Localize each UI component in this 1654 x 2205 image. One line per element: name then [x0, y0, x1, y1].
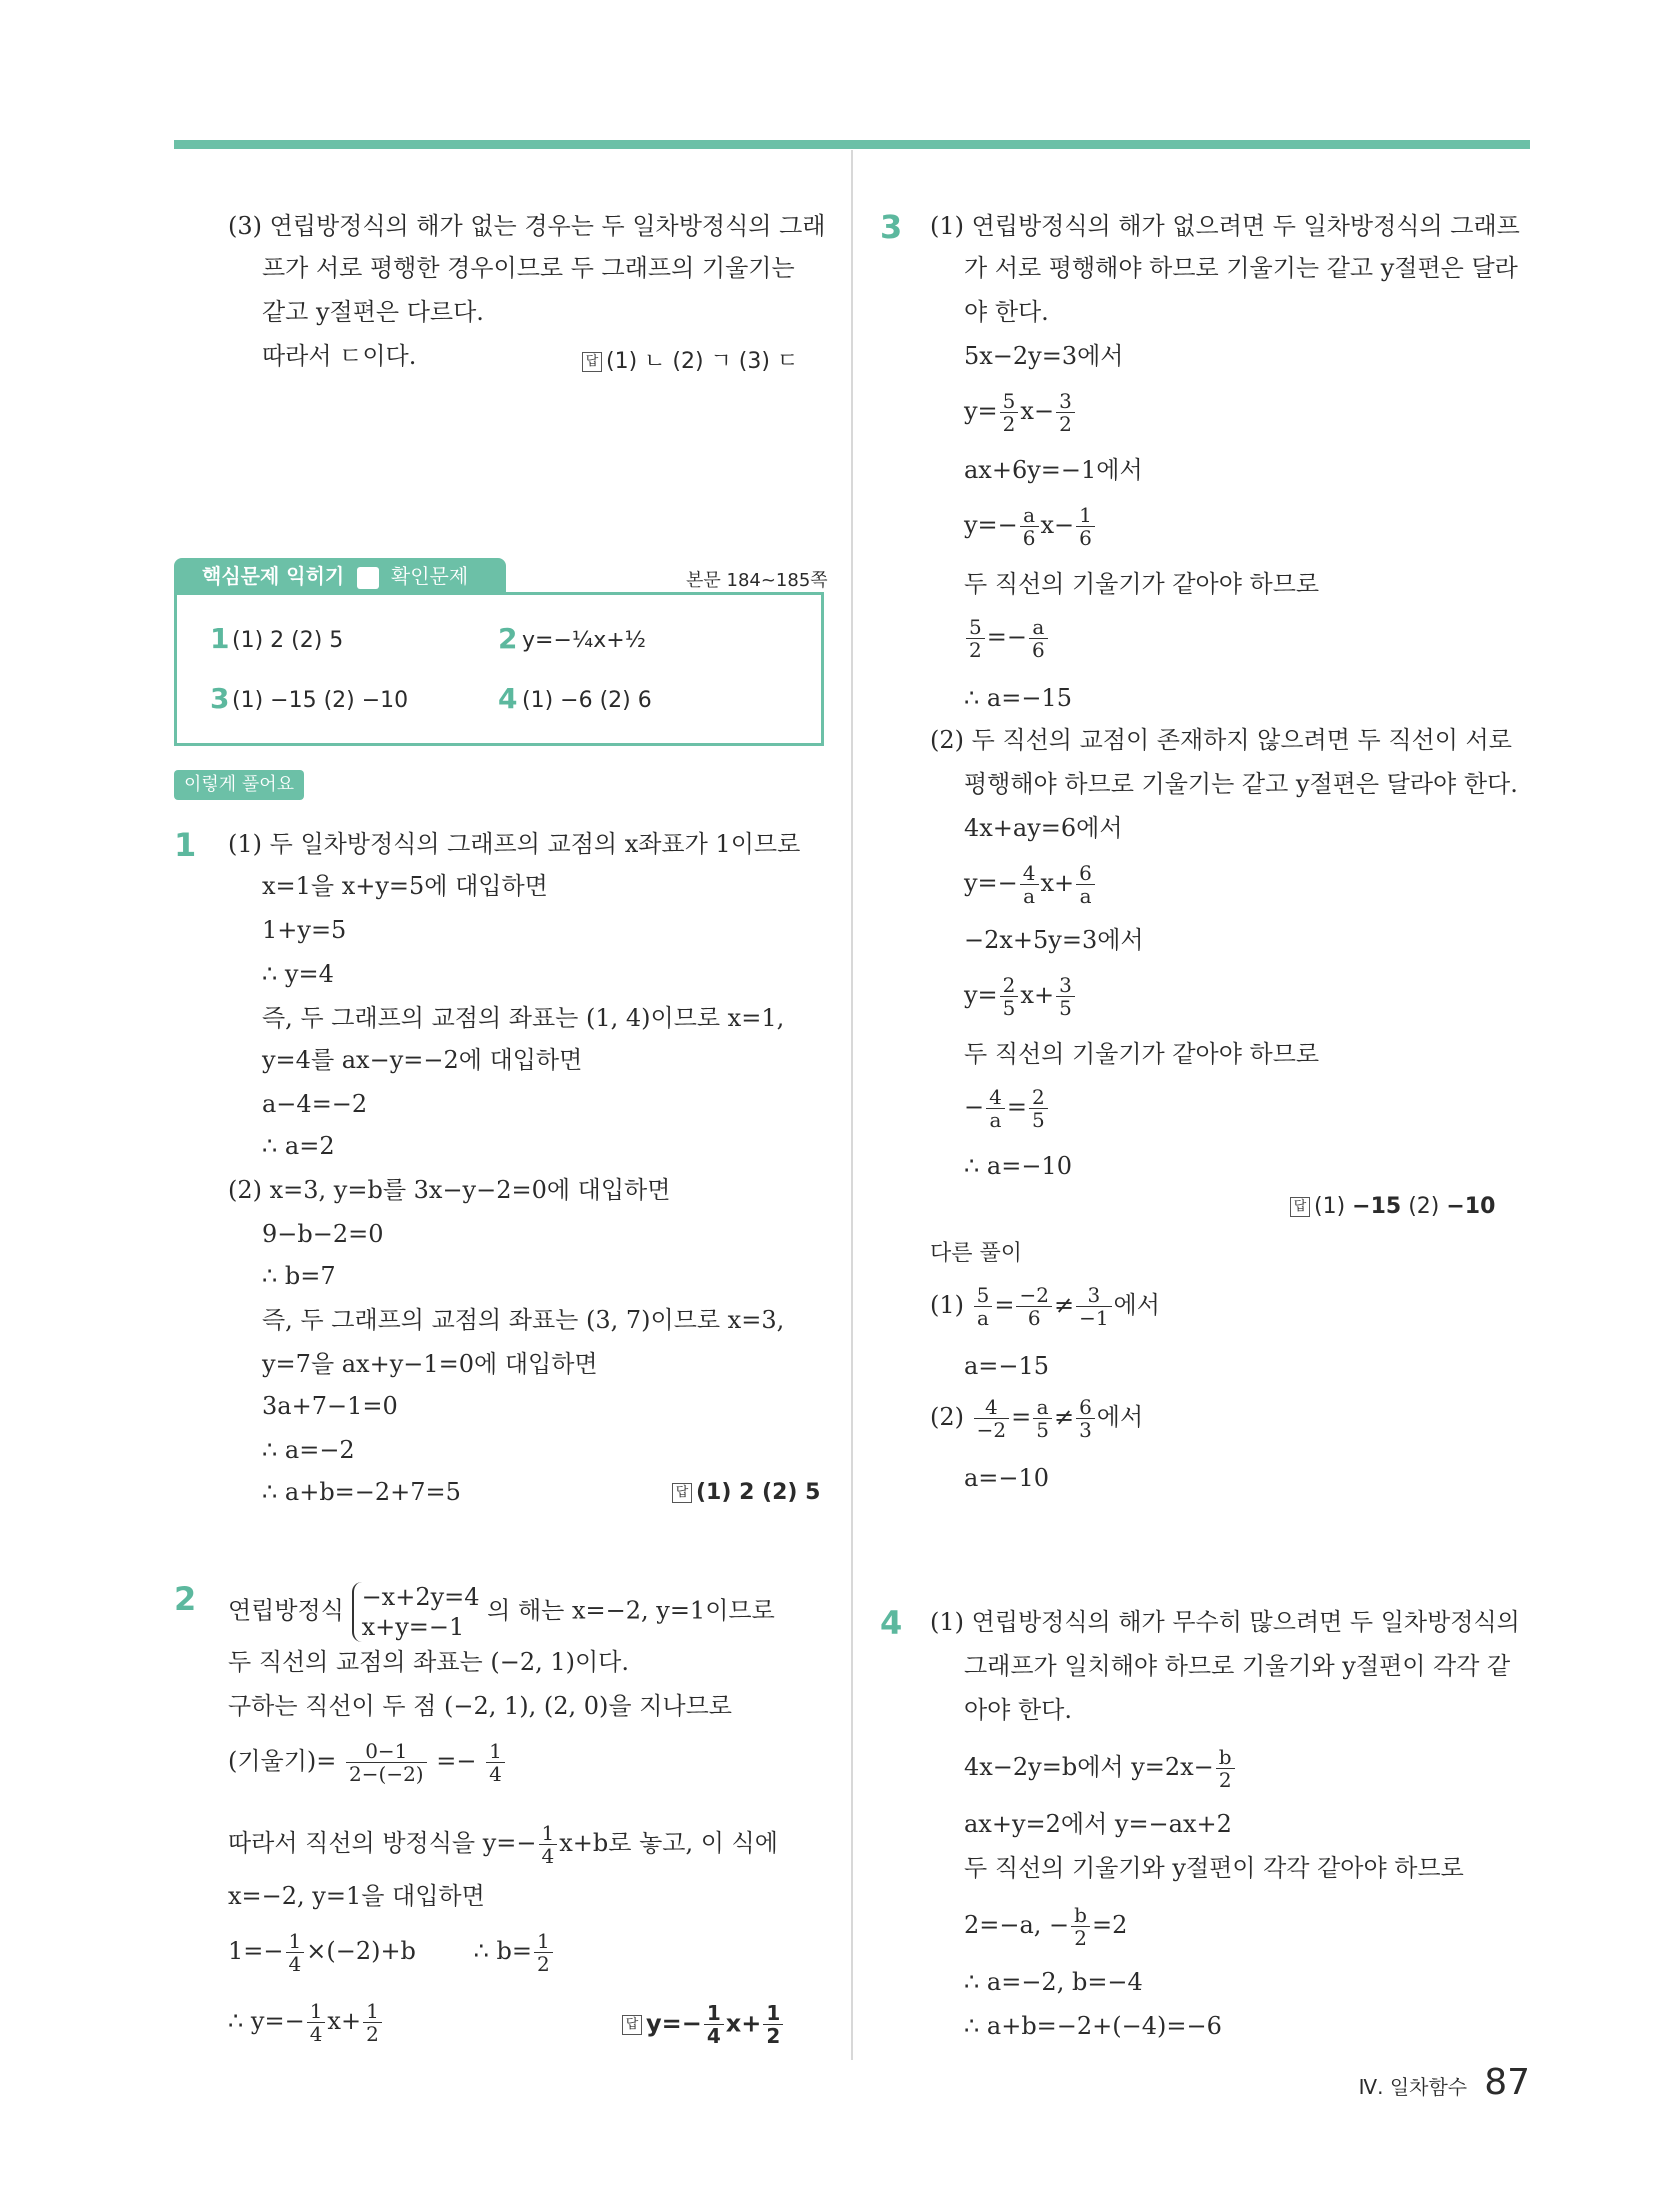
- q3-eq: y=− $\frac{4}{a}$ x+ $\frac{6}{a}$: [964, 862, 1097, 907]
- fraction: $\frac{3}{5}$: [1056, 974, 1075, 1019]
- fraction: $\frac{a}{6}$: [1020, 504, 1039, 549]
- q3-eq: y=− $\frac{a}{6}$ x− $\frac{1}{6}$: [964, 504, 1097, 549]
- p3-line: 같고 y절편은 다르다.: [262, 298, 484, 326]
- q4-line: 그래프가 일치해야 하므로 기울기와 y절편이 각각 같: [964, 1652, 1511, 1680]
- fraction: $\frac{a}{5}$: [1033, 1396, 1052, 1441]
- q3-line: 두 직선의 기울기가 같아야 하므로: [964, 1040, 1320, 1068]
- summary-num: 2: [498, 622, 518, 655]
- fraction: $\frac{-2}{6}$: [1016, 1284, 1051, 1329]
- fraction: $\frac{1}{2}$: [763, 2002, 783, 2047]
- q4-line: 2=−a, − $\frac{b}{2}$ =2: [964, 1903, 1128, 1950]
- q2-line: 따라서 직선의 방정식을 y=− $\frac{1}{4}$ x+b로 놓고, 이 식에: [228, 1821, 778, 1868]
- answer-icon: 답: [672, 1483, 692, 1503]
- q2-intro: 연립방정식 −x+2y=4 x+y=−1 의 해는 x=−2, y=1이므로: [228, 1583, 775, 1641]
- fraction: $\frac{2}{5}$: [1000, 974, 1019, 1019]
- fraction: $\frac{6}{a}$: [1076, 862, 1095, 907]
- alt-solution-label: 다른 풀이: [930, 1241, 1023, 1266]
- q1-line: ∴ a+b=−2+7=5: [262, 1478, 461, 1506]
- q1-answer: 답 (1) 2 (2) 5: [672, 1480, 820, 1505]
- q3-line: 두 직선의 기울기가 같아야 하므로: [964, 570, 1320, 598]
- fraction: $\frac{6}{3}$: [1076, 1396, 1095, 1441]
- column-divider: [851, 150, 853, 2060]
- q3-eq: − $\frac{4}{a}$ = $\frac{2}{5}$: [964, 1086, 1050, 1131]
- q1-line: ∴ b=7: [262, 1262, 336, 1290]
- summary-badge: 확인문제: [390, 564, 469, 588]
- q2-line: 두 직선의 교점의 좌표는 (−2, 1)이다.: [228, 1648, 629, 1676]
- q3-line: ∴ a=−15: [964, 684, 1072, 712]
- fraction: $\frac{2}{5}$: [1029, 1086, 1048, 1131]
- q1-line: x=1을 x+y=5에 대입하면: [262, 872, 548, 900]
- answer-icon: 답: [1290, 1197, 1310, 1217]
- q4-line: 4x−2y=b에서 y=2x− $\frac{b}{2}$: [964, 1746, 1237, 1791]
- q1-line: a−4=−2: [262, 1090, 368, 1118]
- q1-line: ∴ a=−2: [262, 1436, 355, 1464]
- q2-line: x=−2, y=1을 대입하면: [228, 1882, 485, 1910]
- q4-line: 아야 한다.: [964, 1696, 1072, 1724]
- q1-line: 3a+7−1=0: [262, 1392, 398, 1420]
- q3-number: 3: [880, 208, 903, 246]
- fraction: $\frac{5}{a}$: [974, 1284, 993, 1329]
- summary-num: 3: [210, 682, 230, 715]
- p3-answer: 답 (1) ㄴ (2) ㄱ (3) ㄷ: [582, 344, 798, 375]
- fraction: $\frac{a}{6}$: [1029, 616, 1048, 661]
- q1-line: ∴ a=2: [262, 1132, 335, 1160]
- alt1: (1) $\frac{5}{a}$ = $\frac{-2}{6}$ ≠ $\frac{3}{-1}$ 에서: [930, 1283, 1160, 1330]
- fraction: $\frac{0-1}{2-(-2)}$: [346, 1740, 427, 1785]
- p3-line: 프가 서로 평행한 경우이므로 두 그래프의 기울기는: [262, 254, 795, 282]
- summary-ref: 본문 184~185쪽: [686, 570, 828, 591]
- q3-line: 가 서로 평행해야 하므로 기울기는 같고 y절편은 달라: [964, 254, 1518, 282]
- summary-tab: [174, 558, 506, 594]
- q4-line: ∴ a=−2, b=−4: [964, 1968, 1143, 1996]
- q4-line: ax+y=2에서 y=−ax+2: [964, 1810, 1232, 1838]
- q1-line: 즉, 두 그래프의 교점의 좌표는 (3, 7)이므로 x=3,: [262, 1306, 785, 1334]
- summary-a3: (1) −15 (2) −10: [232, 688, 409, 713]
- q3-line: (1) 연립방정식의 해가 없으려면 두 일차방정식의 그래프: [930, 212, 1520, 240]
- q2-line: ∴ y=− $\frac{1}{4}$ x+ $\frac{1}{2}$: [228, 2000, 384, 2045]
- fraction: $\frac{1}{6}$: [1076, 504, 1095, 549]
- summary-a4: (1) −6 (2) 6: [522, 688, 652, 713]
- fraction: $\frac{1}{4}$: [307, 2000, 326, 2045]
- q1-line: y=4를 ax−y=−2에 대입하면: [262, 1046, 583, 1074]
- q3-line: 5x−2y=3에서: [964, 342, 1124, 370]
- key-icon: [357, 567, 379, 589]
- chapter-label: Ⅳ. 일차함수: [1358, 2075, 1468, 2099]
- q1-line: (2) x=3, y=b를 3x−y−2=0에 대입하면: [228, 1176, 671, 1204]
- q3-line: ax+6y=−1에서: [964, 456, 1143, 484]
- q3-line: 야 한다.: [964, 298, 1049, 326]
- q1-line: 9−b−2=0: [262, 1220, 384, 1248]
- fraction: $\frac{1}{4}$: [704, 2002, 724, 2047]
- summary-title: 핵심문제 익히기: [202, 564, 345, 588]
- alt2-result: a=−10: [964, 1464, 1050, 1492]
- q4-line: 두 직선의 기울기와 y절편이 각각 같아야 하므로: [964, 1854, 1464, 1882]
- fraction: $\frac{4}{a}$: [1020, 862, 1039, 907]
- q2-answer: 답 y=− $\frac{1}{4}$ x+ $\frac{1}{2}$: [622, 2002, 785, 2047]
- q2-slope: (기울기)= $\frac{0-1}{2-(-2)}$ =− $\frac{1}{4}$: [228, 1740, 507, 1785]
- alt2: (2) $\frac{4}{-2}$ = $\frac{a}{5}$ ≠ $\frac{6}{3}$ 에서: [930, 1395, 1144, 1442]
- fraction: $\frac{5}{2}$: [966, 616, 985, 661]
- q2-line: 1=− $\frac{1}{4}$ ×(−2)+b ∴ b= $\frac{1}{2}$: [228, 1930, 555, 1975]
- summary-a2: y=−¼x+½: [522, 628, 646, 653]
- q3-eq: y= $\frac{2}{5}$ x+ $\frac{3}{5}$: [964, 974, 1077, 1019]
- q4-line: ∴ a+b=−2+(−4)=−6: [964, 2012, 1222, 2040]
- q1-line: ∴ y=4: [262, 960, 334, 988]
- fraction: $\frac{1}{2}$: [363, 2000, 382, 2045]
- q3-line: (2) 두 직선의 교점이 존재하지 않으려면 두 직선이 서로: [930, 726, 1512, 754]
- q1-line: 1+y=5: [262, 916, 347, 944]
- answer-icon: 답: [622, 2015, 642, 2035]
- alt1-result: a=−15: [964, 1352, 1050, 1380]
- q2-line: 구하는 직선이 두 점 (−2, 1), (2, 0)을 지나므로: [228, 1692, 732, 1720]
- page-footer: [1359, 2062, 1530, 2103]
- fraction: $\frac{1}{4}$: [486, 1740, 505, 1785]
- fraction: $\frac{1}{4}$: [286, 1930, 305, 1975]
- q1-line: y=7을 ax+y−1=0에 대입하면: [262, 1350, 598, 1378]
- fraction: $\frac{b}{2}$: [1216, 1746, 1235, 1791]
- q3-answer: 답 (1) −15 (2) −10: [1290, 1194, 1495, 1219]
- fraction: $\frac{5}{2}$: [1000, 390, 1019, 435]
- q1-number: 1: [174, 826, 197, 864]
- equation-system: −x+2y=4 x+y=−1: [352, 1582, 480, 1642]
- q3-eq: y= $\frac{5}{2}$ x− $\frac{3}{2}$: [964, 390, 1077, 435]
- q3-line: ∴ a=−10: [964, 1152, 1072, 1180]
- answer-icon: 답: [582, 352, 602, 372]
- q2-number: 2: [174, 1580, 197, 1618]
- fraction: $\frac{b}{2}$: [1071, 1904, 1090, 1949]
- solution-tag: 이렇게 풀어요: [174, 770, 304, 800]
- top-accent-bar: [174, 140, 1530, 149]
- summary-num: 1: [210, 622, 230, 655]
- fraction: $\frac{1}{2}$: [534, 1930, 553, 1975]
- page-number: 87: [1484, 2062, 1530, 2103]
- q3-line: 평행해야 하므로 기울기는 같고 y절편은 달라야 한다.: [964, 770, 1518, 798]
- p3-line: 따라서 ㄷ이다.: [262, 342, 417, 370]
- p3-line: (3) 연립방정식의 해가 없는 경우는 두 일차방정식의 그래: [228, 212, 826, 240]
- fraction: $\frac{1}{4}$: [539, 1822, 558, 1867]
- summary-a1: (1) 2 (2) 5: [232, 628, 344, 653]
- q3-line: 4x+ay=6에서: [964, 814, 1123, 842]
- q1-line: (1) 두 일차방정식의 그래프의 교점의 x좌표가 1이므로: [228, 830, 801, 858]
- q3-eq: $\frac{5}{2}$ =− $\frac{a}{6}$: [964, 616, 1050, 661]
- q3-line: −2x+5y=3에서: [964, 926, 1144, 954]
- fraction: $\frac{4}{-2}$: [974, 1396, 1009, 1441]
- q4-line: (1) 연립방정식의 해가 무수히 많으려면 두 일차방정식의: [930, 1608, 1520, 1636]
- fraction: $\frac{3}{-1}$: [1076, 1284, 1111, 1329]
- q4-number: 4: [880, 1604, 903, 1642]
- summary-box: [174, 592, 824, 746]
- summary-num: 4: [498, 682, 518, 715]
- fraction: $\frac{3}{2}$: [1056, 390, 1075, 435]
- q1-line: 즉, 두 그래프의 교점의 좌표는 (1, 4)이므로 x=1,: [262, 1004, 785, 1032]
- fraction: $\frac{4}{a}$: [986, 1086, 1005, 1131]
